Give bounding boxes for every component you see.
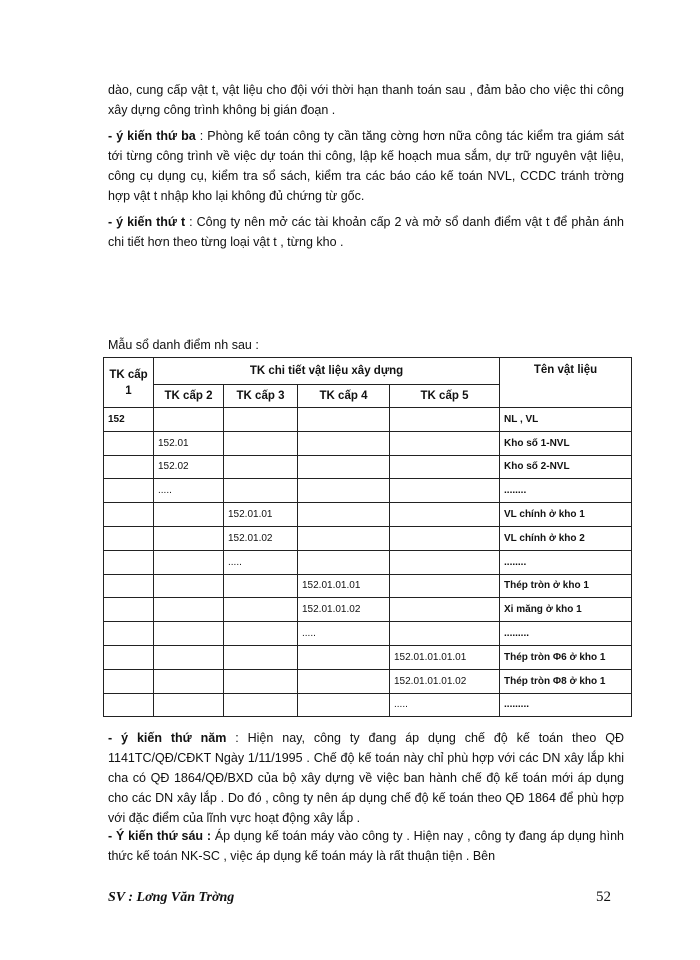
paragraph-opinion-six	[108, 826, 624, 866]
account-code-cell-c2	[154, 622, 224, 646]
material-name-cell: .........	[500, 622, 632, 646]
account-code-cell-c1: 152	[104, 408, 154, 432]
account-code-cell-c1	[104, 693, 154, 717]
account-code-cell-c1	[104, 431, 154, 455]
table-body	[104, 408, 632, 717]
table-row	[104, 645, 632, 669]
account-code-cell-c1	[104, 669, 154, 693]
account-code-cell-c5	[390, 526, 500, 550]
account-code-cell-c2: 152.02	[154, 455, 224, 479]
account-code-cell-c1	[104, 479, 154, 503]
account-code-cell-c4	[298, 526, 390, 550]
account-code-cell-c2	[154, 550, 224, 574]
opinion-five-text: : Hiện nay, công ty đang áp dụng chế độ kế toán theo QĐ 1141TC/QĐ/CĐKT Ngày 1/11/1995 . Chế độ kế toán này chỉ phù hợp với các DN xây lắp khi cha có QĐ 1864/QĐ/BXD của bộ xây dựng về việc ban hành chế độ kế toán mới áp dụng cho các DN xây lắp . Do đó , công ty nên áp dụng chế độ kế toán theo QĐ 1864 để phù hợp với đặc điểm của lĩnh vực hoạt động xây lắp .	[108, 731, 624, 825]
account-code-cell-c4: .....	[298, 622, 390, 646]
page-number: 52	[596, 889, 611, 905]
account-code-cell-c2	[154, 408, 224, 432]
material-name-cell: VL chính ở kho 2	[500, 526, 632, 550]
opinion-five-label: - ý kiến thứ năm	[108, 731, 227, 745]
account-code-cell-c5	[390, 408, 500, 432]
account-code-cell-c1	[104, 526, 154, 550]
account-code-cell-c5	[390, 550, 500, 574]
header-tk-cap-3: TK cấp 3	[224, 385, 298, 408]
account-code-cell-c1	[104, 622, 154, 646]
footer-author: SV : Lơng Văn Trờng	[108, 890, 235, 905]
material-name-cell: .........	[500, 693, 632, 717]
material-catalog-table	[103, 357, 632, 717]
account-code-cell-c3	[224, 574, 298, 598]
paragraph-opinion-five	[108, 728, 624, 828]
account-code-cell-c1	[104, 574, 154, 598]
account-code-cell-c3	[224, 669, 298, 693]
paragraph-intro: dào, cung cấp vật t, vật liệu cho đội với thời hạn thanh toán sau , đảm bảo cho việc thi công xây dựng công trình không bị gián đoạn .	[108, 83, 624, 117]
material-name-cell: Kho số 2-NVL	[500, 455, 632, 479]
opinion-three-text: : Phòng kế toán công ty cần tăng cờng hơn nữa công tác kiểm tra giám sát tới từng công trình về việc dự toán thi công, lập kế hoạch mua sắm, dự trữ nguyên vật liệu, công cụ dụng cụ, kiểm tra sổ sách, kiểm tra các báo cáo kế toán NVL, CCDC tránh trờng hợp vật t nhập kho lại không đủ chứng từ gốc.	[108, 129, 624, 203]
account-code-cell-c5	[390, 598, 500, 622]
material-name-cell: NL , VL	[500, 408, 632, 432]
table-caption: Mẫu sổ danh điểm nh sau :	[108, 338, 259, 352]
account-code-cell-c4	[298, 431, 390, 455]
account-code-cell-c4	[298, 693, 390, 717]
paragraph-opinion-three	[108, 126, 624, 206]
account-code-cell-c3	[224, 693, 298, 717]
account-code-cell-c3	[224, 479, 298, 503]
table-row	[104, 431, 632, 455]
header-tk-cap-2: TK cấp 2	[154, 385, 224, 408]
account-code-cell-c4	[298, 479, 390, 503]
account-code-cell-c1	[104, 550, 154, 574]
table-row	[104, 479, 632, 503]
account-code-cell-c4: 152.01.01.02	[298, 598, 390, 622]
account-code-cell-c3	[224, 431, 298, 455]
account-code-cell-c2	[154, 645, 224, 669]
table-row	[104, 574, 632, 598]
material-name-cell: Thép tròn Φ6 ở kho 1	[500, 645, 632, 669]
account-code-cell-c2	[154, 669, 224, 693]
account-code-cell-c2	[154, 598, 224, 622]
table-row	[104, 550, 632, 574]
header-detail-group: TK chi tiết vật liệu xây dựng	[154, 358, 500, 385]
opinion-four-text: : Công ty nên mở các tài khoản cấp 2 và mở sổ danh điểm vật t để phản ánh chi tiết hơn theo từng loại vật t , từng kho .	[108, 215, 625, 249]
material-name-cell: Thép tròn ở kho 1	[500, 574, 632, 598]
table-row	[104, 408, 632, 432]
account-code-cell-c2: .....	[154, 479, 224, 503]
account-code-cell-c3: 152.01.01	[224, 503, 298, 527]
material-name-cell: VL chính ở kho 1	[500, 503, 632, 527]
account-code-cell-c5	[390, 574, 500, 598]
account-code-cell-c4	[298, 503, 390, 527]
opinion-four-label: - ý kiến thứ t	[108, 215, 186, 229]
account-code-cell-c5	[390, 479, 500, 503]
header-tk-cap-5: TK cấp 5	[390, 385, 500, 408]
account-code-cell-c4: 152.01.01.01	[298, 574, 390, 598]
account-code-cell-c5	[390, 503, 500, 527]
material-name-cell: ........	[500, 479, 632, 503]
opinion-six-text: Áp dụng kế toán máy vào công ty . Hiện nay , công ty đang áp dụng hình thức kế toán NK-SC , việc áp dụng kế toán máy là rất thuận tiện . Bên	[108, 829, 624, 863]
account-code-cell-c2	[154, 574, 224, 598]
header-tk-cap-1: TK cấp 1	[104, 358, 154, 408]
table-row	[104, 503, 632, 527]
material-name-cell: Thép tròn Φ8 ở kho 1	[500, 669, 632, 693]
account-code-cell-c2: 152.01	[154, 431, 224, 455]
material-name-cell: ........	[500, 550, 632, 574]
opinion-six-label: - Ý kiến thứ sáu :	[108, 829, 212, 843]
account-code-cell-c5	[390, 622, 500, 646]
table-row	[104, 622, 632, 646]
account-code-cell-c1	[104, 455, 154, 479]
account-code-cell-c2	[154, 693, 224, 717]
account-code-cell-c3	[224, 455, 298, 479]
account-code-cell-c3	[224, 645, 298, 669]
table-row	[104, 693, 632, 717]
account-code-cell-c5: 152.01.01.01.02	[390, 669, 500, 693]
account-code-cell-c3	[224, 622, 298, 646]
table-row	[104, 455, 632, 479]
account-code-cell-c5: .....	[390, 693, 500, 717]
account-code-cell-c3	[224, 598, 298, 622]
account-code-cell-c4	[298, 669, 390, 693]
account-code-cell-c5	[390, 431, 500, 455]
account-code-cell-c3: 152.01.02	[224, 526, 298, 550]
table-row	[104, 526, 632, 550]
account-code-cell-c4	[298, 408, 390, 432]
account-code-cell-c4	[298, 550, 390, 574]
header-tk-cap-4: TK cấp 4	[298, 385, 390, 408]
account-code-cell-c1	[104, 645, 154, 669]
material-name-cell: Kho số 1-NVL	[500, 431, 632, 455]
opinion-three-label: - ý kiến thứ ba	[108, 129, 196, 143]
account-code-cell-c1	[104, 503, 154, 527]
account-code-cell-c2	[154, 526, 224, 550]
account-code-cell-c1	[104, 598, 154, 622]
table-row	[104, 598, 632, 622]
account-code-cell-c3	[224, 408, 298, 432]
paragraph-opinion-four	[108, 212, 624, 252]
account-code-cell-c4	[298, 455, 390, 479]
header-material-name: Tên vật liệu	[500, 358, 632, 408]
account-code-cell-c2	[154, 503, 224, 527]
account-code-cell-c5	[390, 455, 500, 479]
account-code-cell-c5: 152.01.01.01.01	[390, 645, 500, 669]
table-row	[104, 669, 632, 693]
account-code-cell-c3: .....	[224, 550, 298, 574]
account-code-cell-c4	[298, 645, 390, 669]
material-name-cell: Xi măng ở kho 1	[500, 598, 632, 622]
